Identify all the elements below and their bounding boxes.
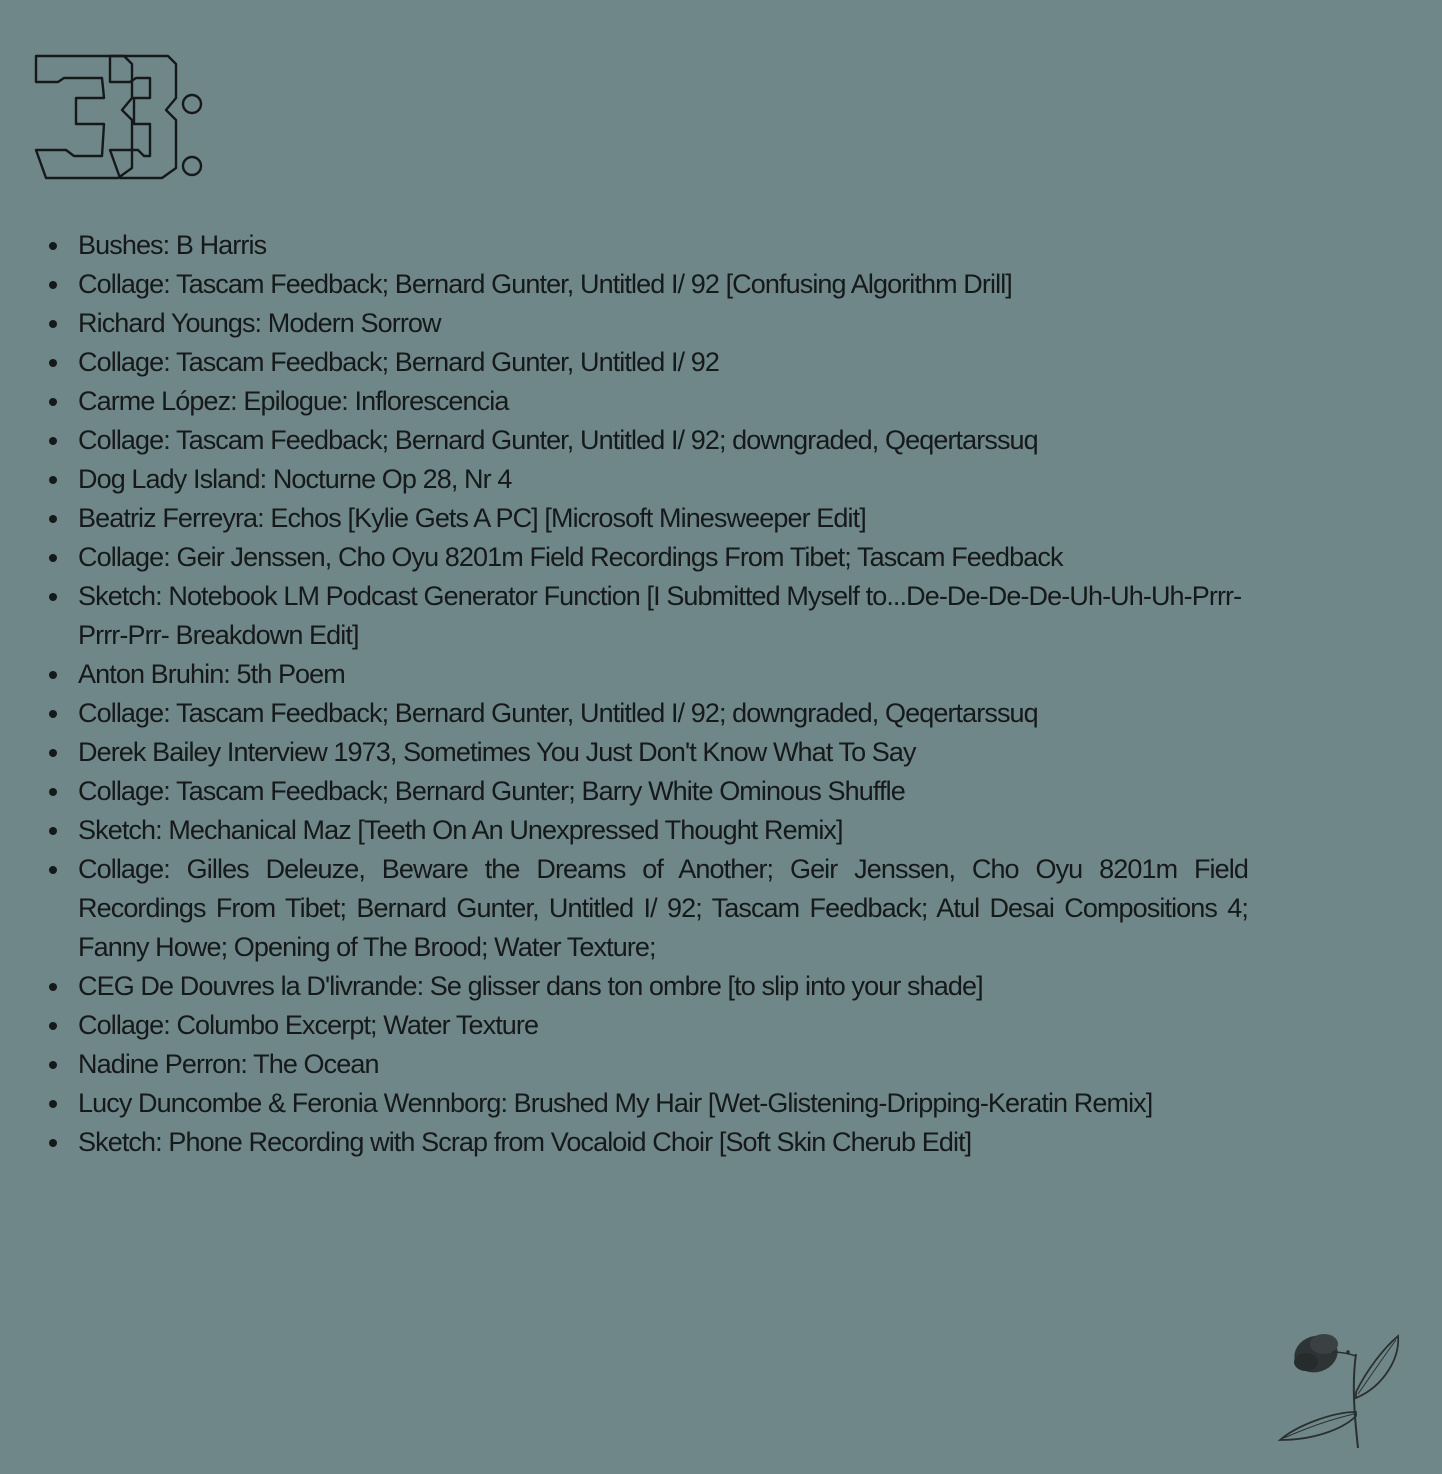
track-item: Dog Lady Island: Nocturne Op 28, Nr 4 — [78, 460, 1248, 499]
track-item: Beatriz Ferreyra: Echos [Kylie Gets A PC] [Microsoft Minesweeper Edit] — [78, 499, 1248, 538]
page-title — [30, 20, 250, 200]
track-item: Collage: Tascam Feedback; Bernard Gunter, Untitled I/ 92 — [78, 343, 1248, 382]
title-digit-3-second — [110, 56, 176, 178]
track-item: Collage: Gilles Deleuze, Beware the Dreams of Another; Geir Jenssen, Cho Oyu 8201m Field Recordings From Tibet; Bernard Gunter, Untitled I/ 92; Tascam Feedback; Atul Desai Compositions 4; Fanny Howe; Opening of The Brood; Water Texture; — [78, 850, 1248, 967]
flower-sketch-icon — [1272, 1322, 1412, 1462]
track-item: Collage: Tascam Feedback; Bernard Gunter, Untitled I/ 92; downgraded, Qeqertarssuq — [78, 421, 1248, 460]
track-item: Bushes: B Harris — [78, 226, 1248, 265]
title-colon-dot-bottom — [183, 157, 201, 175]
track-item: Sketch: Phone Recording with Scrap from Vocaloid Choir [Soft Skin Cherub Edit] — [78, 1123, 1248, 1162]
track-item: Carme López: Epilogue: Inflorescencia — [78, 382, 1248, 421]
title-digit-3-first — [36, 56, 132, 178]
track-item: Collage: Tascam Feedback; Bernard Gunter, Untitled I/ 92; downgraded, Qeqertarssuq — [78, 694, 1248, 733]
title-colon-dot-top — [183, 95, 201, 113]
track-item: Collage: Geir Jenssen, Cho Oyu 8201m Field Recordings From Tibet; Tascam Feedback — [78, 538, 1248, 577]
track-item: Collage: Tascam Feedback; Bernard Gunter, Untitled I/ 92 [Confusing Algorithm Drill] — [78, 265, 1248, 304]
track-item: Anton Bruhin: 5th Poem — [78, 655, 1248, 694]
title-outline-numerals — [30, 20, 250, 200]
track-item: Collage: Tascam Feedback; Bernard Gunter; Barry White Ominous Shuffle — [78, 772, 1248, 811]
track-item: CEG De Douvres la D'livrande: Se glisser dans ton ombre [to slip into your shade] — [78, 967, 1248, 1006]
track-item: Lucy Duncombe & Feronia Wennborg: Brushed My Hair [Wet-Glistening-Dripping-Keratin Remix] — [78, 1084, 1248, 1123]
track-item: Nadine Perron: The Ocean — [78, 1045, 1248, 1084]
track-item: Collage: Columbo Excerpt; Water Texture — [78, 1006, 1248, 1045]
tracklist — [78, 226, 1248, 1162]
track-item: Sketch: Notebook LM Podcast Generator Function [I Submitted Myself to...De-De-De-De-Uh-Uh-Uh-Prrr-Prrr-Prr- Breakdown Edit] — [78, 577, 1248, 655]
track-item: Richard Youngs: Modern Sorrow — [78, 304, 1248, 343]
track-item: Derek Bailey Interview 1973, Sometimes You Just Don't Know What To Say — [78, 733, 1248, 772]
track-item: Sketch: Mechanical Maz [Teeth On An Unexpressed Thought Remix] — [78, 811, 1248, 850]
